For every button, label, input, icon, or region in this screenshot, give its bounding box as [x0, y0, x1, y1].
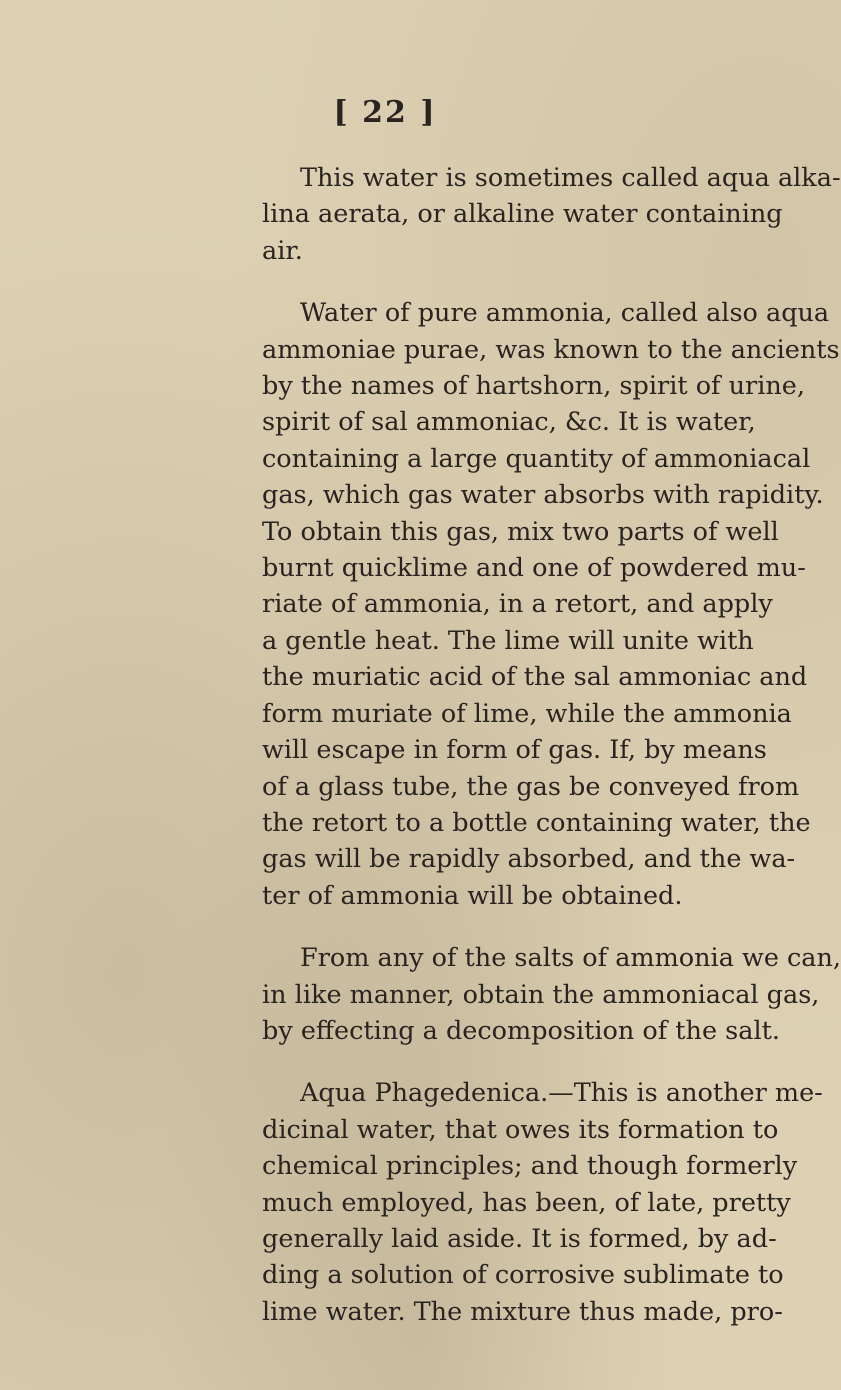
text-line: dicinal water, that owes its formation to [262, 1114, 779, 1145]
text-line: Aqua Phagedenica.—This is another me- [300, 1078, 823, 1109]
text-line: a gentle heat. The lime will unite with [262, 625, 754, 656]
text-line: To obtain this gas, mix two parts of well [262, 516, 779, 547]
text-line: ter of ammonia will be obtained. [262, 880, 683, 911]
text-line: in like manner, obtain the ammoniacal gas, [262, 979, 820, 1010]
text-line: much employed, has been, of late, pretty [262, 1187, 791, 1218]
text-line: air. [262, 235, 303, 266]
paragraph-aqua-alkalina [262, 160, 841, 269]
text-line: the muriatic acid of the sal ammoniac and [262, 662, 808, 693]
text-line: spirit of sal ammoniac, &c. It is water, [262, 407, 756, 438]
text-line: of a glass tube, the gas be conveyed from [262, 771, 800, 802]
page-number: [ 22 ] [333, 95, 437, 130]
text-line: This water is sometimes called aqua alka- [300, 163, 841, 193]
body-text [262, 160, 841, 1330]
text-line: gas will be rapidly absorbed, and the wa- [262, 844, 796, 875]
paragraph-aqua-phagedenica [262, 1075, 823, 1330]
text-line: by the names of hartshorn, spirit of urine, [262, 371, 805, 402]
text-line: gas, which gas water absorbs with rapidity. [262, 480, 824, 511]
text-line: ding a solution of corrosive sublimate to [262, 1260, 784, 1291]
text-line: generally laid aside. It is formed, by ad- [262, 1223, 777, 1254]
text-line: lime water. The mixture thus made, pro- [262, 1296, 783, 1327]
text-line: From any of the salts of ammonia we can, [300, 943, 841, 974]
text-line: the retort to a bottle containing water, the [262, 807, 811, 838]
text-line: Water of pure ammonia, called also aqua [300, 298, 830, 329]
text-line: ammoniae purae, was known to the ancients [262, 334, 840, 365]
text-line: chemical principles; and though formerly [262, 1151, 798, 1182]
text-line: lina aerata, or alkaline water containing [262, 199, 783, 230]
text-line: containing a large quantity of ammoniacal [262, 443, 811, 474]
text-line: will escape in form of gas. If, by means [262, 735, 767, 766]
paragraph-water-of-ammonia [262, 295, 840, 914]
text-line: burnt quicklime and one of powdered mu- [262, 553, 806, 584]
text-line: riate of ammonia, in a retort, and apply [262, 589, 773, 620]
text-line: by effecting a decomposition of the salt. [262, 1015, 780, 1046]
text-line: form muriate of lime, while the ammonia [262, 698, 792, 729]
paragraph-salts-of-ammonia [262, 940, 841, 1049]
